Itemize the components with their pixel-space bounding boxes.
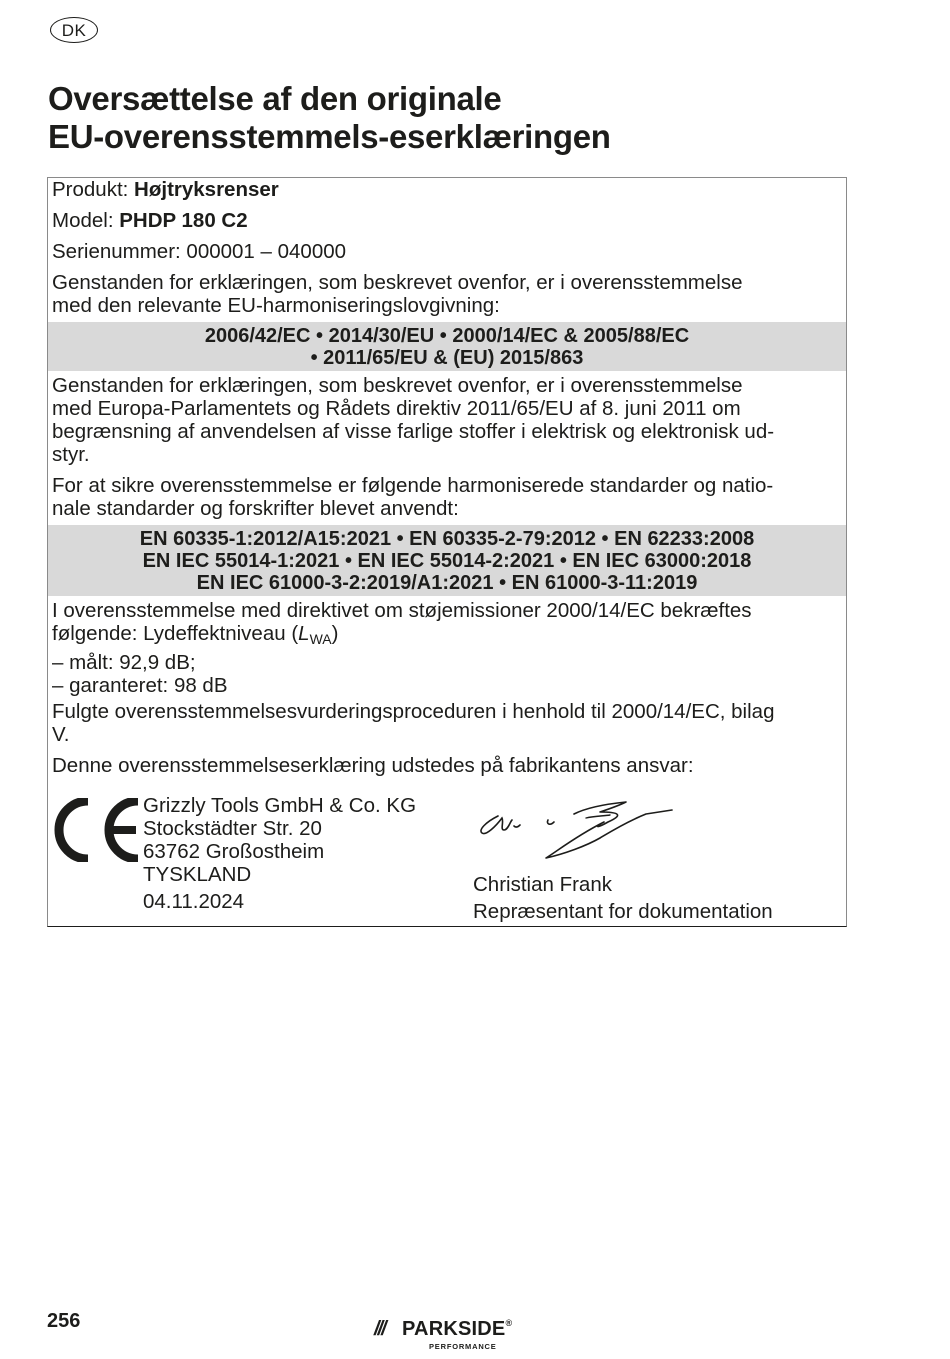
- logo-brand-name: PARKSIDE: [402, 1318, 506, 1340]
- logo-registered-mark: ®: [505, 1318, 513, 1328]
- manufacturer-city: 63762 Großostheim: [143, 840, 325, 863]
- noise-suffix: ): [331, 622, 339, 645]
- logo-brand: [402, 1318, 512, 1341]
- intro-line-1: Genstanden for erklæringen, som beskrevet ovenfor, er i overensstemmelse: [52, 271, 743, 294]
- noise-symbol: L: [298, 622, 310, 645]
- rohs-paragraph: [52, 374, 842, 466]
- logo-tagline: PERFORMANCE: [429, 1342, 497, 1351]
- signer-name: Christian Frank: [473, 873, 612, 896]
- standards-intro-line-2: nale standarder og forskrifter blevet anvendt:: [52, 497, 459, 520]
- product-line: [52, 178, 842, 201]
- directives-band: [48, 322, 846, 371]
- standards-intro: [52, 474, 842, 520]
- standards-line-2: EN IEC 55014-1:2021 • EN IEC 55014-2:2021 • EN IEC 63000:2018: [142, 550, 752, 572]
- noise-subscript: WA: [309, 631, 332, 647]
- manufacturer-street: Stockstädter Str. 20: [143, 817, 322, 840]
- measured-level: – målt: 92,9 dB;: [52, 651, 196, 674]
- manufacturer-country: TYSKLAND: [143, 863, 252, 886]
- language-badge: DK: [50, 17, 98, 43]
- procedure-paragraph: [52, 700, 842, 746]
- rohs-line-1: Genstanden for erklæringen, som beskrevet ovenfor, er i overensstemmelse: [52, 374, 743, 397]
- directives-line-1: 2006/42/EC • 2014/30/EU • 2000/14/EC & 2005/88/EC: [204, 325, 690, 347]
- noise-line-2: [52, 622, 842, 651]
- product-label: Produkt:: [52, 178, 135, 201]
- model-label: Model:: [52, 209, 120, 232]
- standards-line-3: EN IEC 61000-3-2:2019/A1:2021 • EN 61000-3-11:2019: [196, 572, 698, 594]
- noise-paragraph: [52, 599, 842, 697]
- model-value: PHDP 180 C2: [119, 209, 248, 232]
- guaranteed-level: – garanteret: 98 dB: [52, 674, 228, 697]
- procedure-line-2: V.: [52, 723, 70, 746]
- model-line: [52, 209, 842, 232]
- noise-prefix: følgende: Lydeffektniveau (: [52, 622, 299, 645]
- manufacturer-address: [143, 794, 416, 913]
- manufacturer-name: Grizzly Tools GmbH & Co. KG: [143, 794, 417, 817]
- title-line-2: EU-overensstemmels-eserklæringen: [48, 118, 611, 155]
- procedure-line-1: Fulgte overensstemmelsesvurderingsproceduren i henhold til 2000/14/EC, bilag: [52, 700, 775, 723]
- logo-slashes: ///: [374, 1318, 385, 1340]
- ce-mark-icon: [52, 798, 142, 862]
- declaration-date: 04.11.2024: [143, 890, 245, 913]
- parkside-logo: [374, 1318, 534, 1352]
- rohs-line-2: med Europa-Parlamentets og Rådets direktiv 2011/65/EU af 8. juni 2011 om: [52, 397, 741, 420]
- noise-line-1: I overensstemmelse med direktivet om støjemissioner 2000/14/EC bekræftes: [52, 599, 752, 622]
- serial-number: Serienummer: 000001 – 040000: [52, 240, 347, 263]
- page-number: 256: [47, 1310, 81, 1332]
- intro-paragraph: [52, 271, 842, 317]
- rohs-line-4: styr.: [52, 443, 90, 466]
- standards-line-1: EN 60335-1:2012/A15:2021 • EN 60335-2-79:2012 • EN 62233:2008: [139, 528, 755, 550]
- standards-intro-line-1: For at sikre overensstemmelse er følgende harmoniserede standarder og natio-: [52, 474, 774, 497]
- page-title: [48, 80, 611, 156]
- product-value: Højtryksrenser: [134, 178, 279, 201]
- signer-block: [473, 871, 773, 925]
- title-line-1: Oversættelse af den originale: [48, 80, 502, 117]
- rohs-line-3: begrænsning af anvendelsen af visse farlige stoffer i elektrisk og elektronisk ud-: [52, 420, 775, 443]
- declaration-box: [47, 177, 847, 927]
- signer-role: Repræsentant for dokumentation: [473, 900, 773, 923]
- intro-line-2: med den relevante EU-harmoniseringslovgivning:: [52, 294, 500, 317]
- directives-line-2: • 2011/65/EU & (EU) 2015/863: [310, 347, 584, 369]
- standards-band: [48, 525, 846, 596]
- signature: [476, 800, 676, 870]
- responsibility-statement: Denne overensstemmelseserklæring udstedes på fabrikantens ansvar:: [52, 754, 694, 777]
